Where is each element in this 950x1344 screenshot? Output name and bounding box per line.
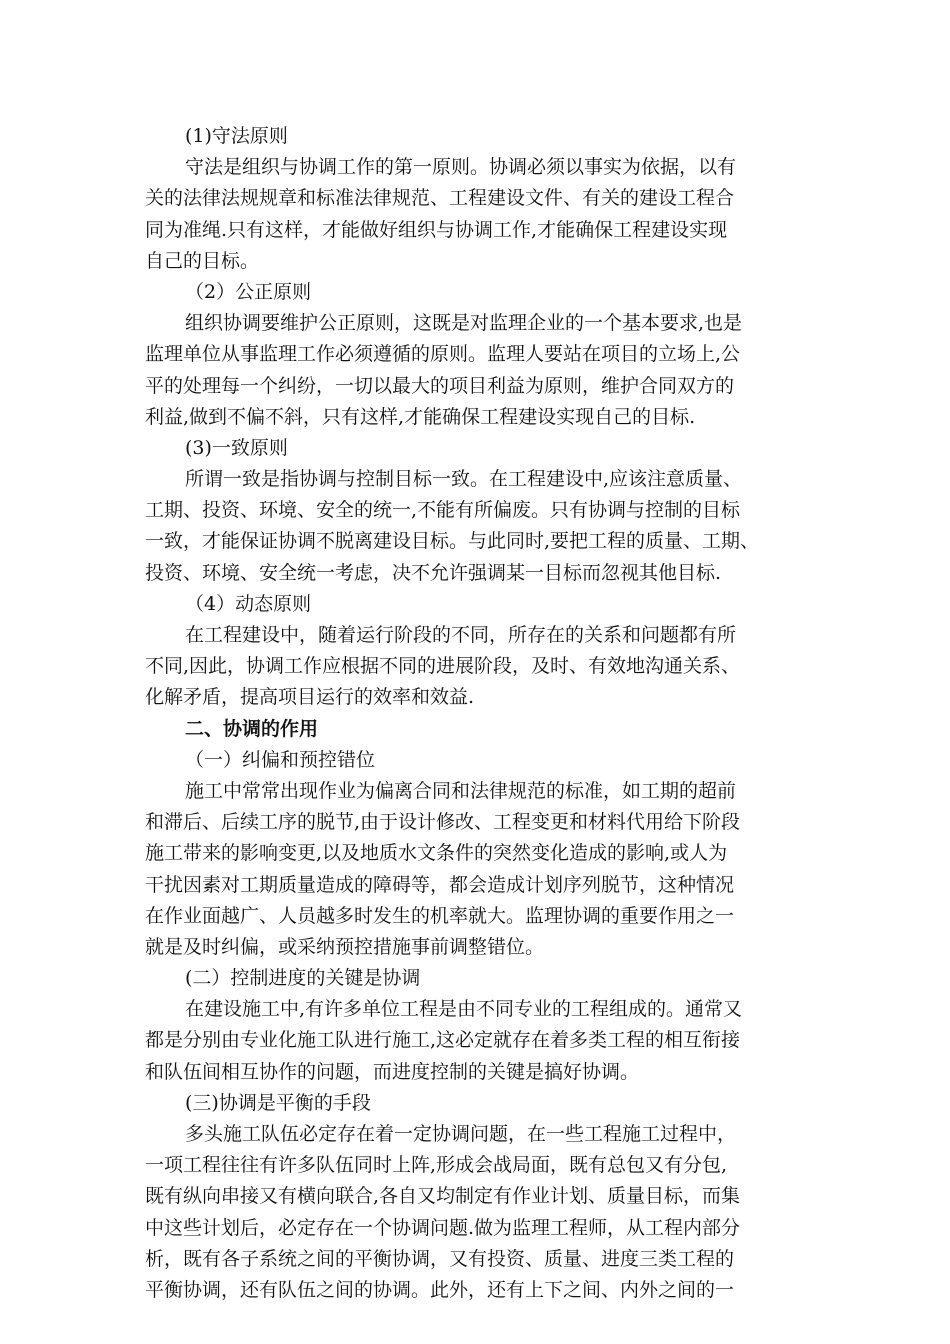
paragraph-line: 所谓一致是指协调与控制目标一致。在工程建设中,应该注意质量、 (185, 468, 743, 491)
paragraph-line: 平衡协调，还有队伍之间的协调。此外，还有上下之间、内外之间的一 (145, 1278, 735, 1301)
paragraph-line: 和滞后、后续工序的脱节,由于设计修改、工程变更和材料代用给下阶段 (145, 811, 741, 834)
paragraph-line: 在建设施工中,有许多单位工程是由不同专业的工程组成的。通常又 (185, 998, 743, 1021)
subsection-heading: (二）控制进度的关键是协调 (185, 967, 421, 990)
paragraph-line: 投资、环境、安全统一考虑，决不允许强调某一目标而忽视其他目标. (145, 561, 722, 584)
section-heading: 二、协调的作用 (185, 717, 319, 740)
paragraph-line: 监理单位从事监理工作必须遵循的原则。监理人要站在项目的立场上,公 (145, 343, 741, 366)
subsection-heading: (三)协调是平衡的手段 (185, 1091, 371, 1114)
paragraph-line: 干扰因素对工期质量造成的障碍等，都会造成计划序列脱节，这种情况 (145, 873, 735, 896)
paragraph-line: 利益,做到不偏不斜，只有这样,才能确保工程建设实现自己的目标. (145, 405, 696, 428)
paragraph-line: 既有纵向串接又有横向联合,各自又均制定有作业计划、质量目标，而集 (145, 1185, 741, 1208)
paragraph-line: 组织协调要维护公正原则，这既是对监理企业的一个基本要求,也是 (185, 312, 743, 335)
paragraph-line: 在工程建设中，随着运行阶段的不同，所存在的关系和问题都有所 (185, 624, 737, 646)
paragraph-line: 不同,因此，协调工作应根据不同的进展阶段，及时、有效地沟通关系、 (145, 655, 741, 678)
paragraph-line: 守法是组织与协调工作的第一原则。协调必须以事实为依据，以有 (185, 156, 737, 179)
paragraph-line: 和队伍间相互协作的问题，而进度控制的关键是搞好协调。 (145, 1060, 640, 1083)
paragraph-line: 在作业面越广、人员越多时发生的机率就大。监理协调的重要作用之一 (145, 904, 735, 927)
paragraph-line: 平的处理每一个纠纷，一切以最大的项目利益为原则，维护合同双方的 (145, 374, 735, 397)
paragraph-line: 就是及时纠偏，或采纳预控措施事前调整错位。 (145, 935, 545, 958)
paragraph-line: 施工中常常出现作业为偏离合同和法律规范的标准，如工期的超前 (185, 779, 737, 802)
subsection-heading: （2）公正原则 (185, 280, 312, 303)
subsection-heading: （一）纠偏和预控错位 (185, 748, 376, 771)
subsection-heading: (3)一致原则 (185, 436, 288, 459)
paragraph-line: 施工带来的影响变更,以及地质水文条件的突然变化造成的影响,或人为 (145, 842, 728, 865)
paragraph-line: 工期、投资、环境、安全的统一,不能有所偏废。只有协调与控制的目标 (145, 499, 741, 522)
subsection-heading: （4）动态原则 (185, 592, 312, 615)
subsection-heading: (1)守法原则 (185, 125, 288, 147)
paragraph-line: 关的法律法规规章和标准法律规范、工程建设文件、有关的建设工程合 (145, 187, 735, 210)
paragraph-line: 中这些计划后，必定存在一个协调问题.做为监理工程师，从工程内部分 (145, 1216, 741, 1239)
paragraph-line: 多头施工队伍必定存在着一定协调问题，在一些工程施工过程中， (185, 1123, 737, 1145)
paragraph-line: 析，既有各子系统之间的平衡协调，又有投资、质量、进度三类工程的 (145, 1247, 735, 1270)
paragraph-line: 自己的目标。 (145, 249, 260, 272)
document-page (145, 121, 815, 1306)
paragraph-line: 都是分别由专业化施工队进行施工,这必定就存在着多类工程的相互衔接 (145, 1029, 741, 1052)
paragraph-line: 一项工程往往有许多队伍同时上阵,形成会战局面，既有总包又有分包, (145, 1154, 728, 1177)
paragraph-line: 化解矛盾，提高项目运行的效率和效益. (145, 686, 475, 709)
paragraph-line: 同为准绳.只有这样，才能做好组织与协调工作,才能确保工程建设实现 (145, 218, 728, 241)
paragraph-line: 一致，才能保证协调不脱离建设目标。与此同时,要把工程的质量、工期、 (145, 530, 760, 553)
